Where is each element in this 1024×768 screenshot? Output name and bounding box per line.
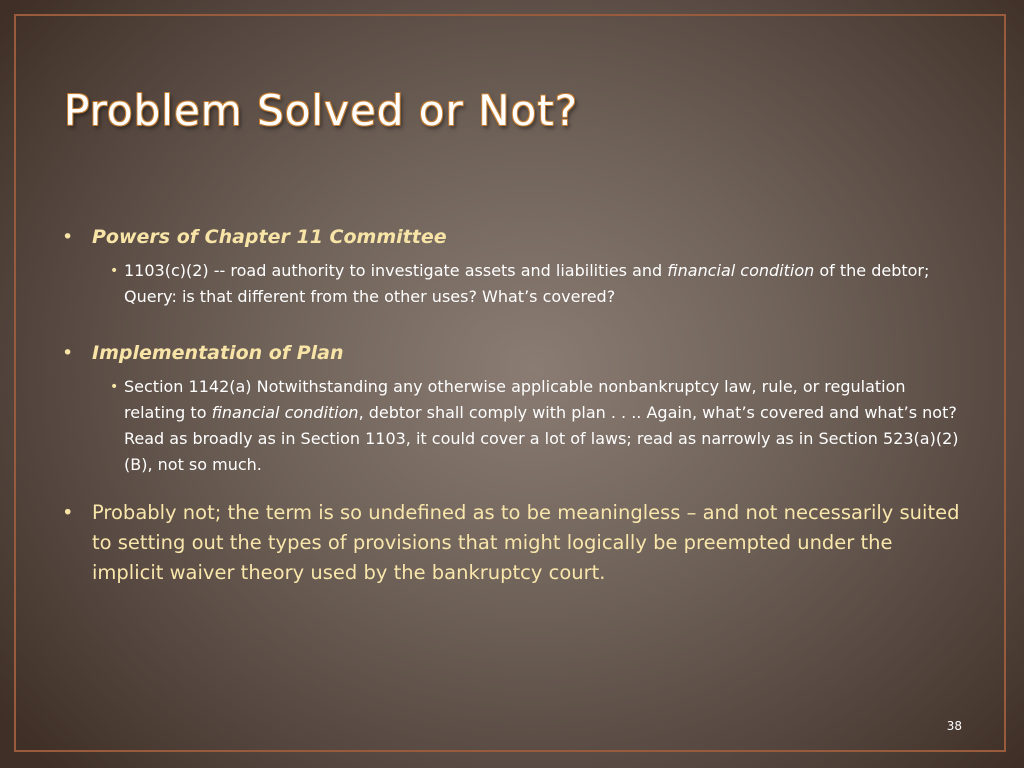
bullet-heading: Implementation of Plan	[92, 342, 344, 364]
bullet-heading: Powers of Chapter 11 Committee	[92, 226, 447, 248]
sub-bullet-text-part2: , debtor shall comply with plan . . .. Again, what’s covered and what’s not? Read as broadly as in Section 1103, it could cover a lot of laws; read as narrowly as in Section 523(a)(2)(B), not so much.	[124, 403, 959, 474]
bullet-conclusion	[62, 498, 962, 588]
bullet-implementation-of-plan	[62, 338, 962, 368]
bullet-marker: •	[62, 501, 74, 524]
sub-bullet-text-italic: financial condition	[667, 261, 815, 280]
sub-bullet-marker: •	[110, 263, 119, 279]
sub-bullet-text-italic: financial condition	[211, 403, 359, 422]
bullet-marker: •	[62, 342, 74, 364]
conclusion-text: Probably not; the term is so undefined as to be meaningless – and not necessarily suited to setting out the types of provisions that might logically be preempted under the implicit waiver theory used by the bankruptcy court.	[92, 501, 960, 584]
slide-content	[62, 222, 962, 588]
page-number: 38	[946, 719, 962, 733]
sub-bullet-marker: •	[110, 379, 119, 395]
sub-bullet-text-part2: of the debtor; Query: is that different from the other uses? What’s covered?	[124, 261, 930, 306]
sub-bullet-1103	[110, 258, 962, 310]
bullet-marker: •	[62, 226, 74, 248]
slide-title: Problem Solved or Not?	[64, 86, 578, 135]
sub-bullet-1142	[110, 374, 962, 478]
bullet-powers-of-committee	[62, 222, 962, 252]
sub-bullet-text-part1: Section 1142(a) Notwithstanding any otherwise applicable nonbankruptcy law, rule, or regulation relating to	[124, 377, 906, 422]
sub-bullet-text-part1: 1103(c)(2) -- road authority to investigate assets and liabilities and	[124, 261, 668, 280]
